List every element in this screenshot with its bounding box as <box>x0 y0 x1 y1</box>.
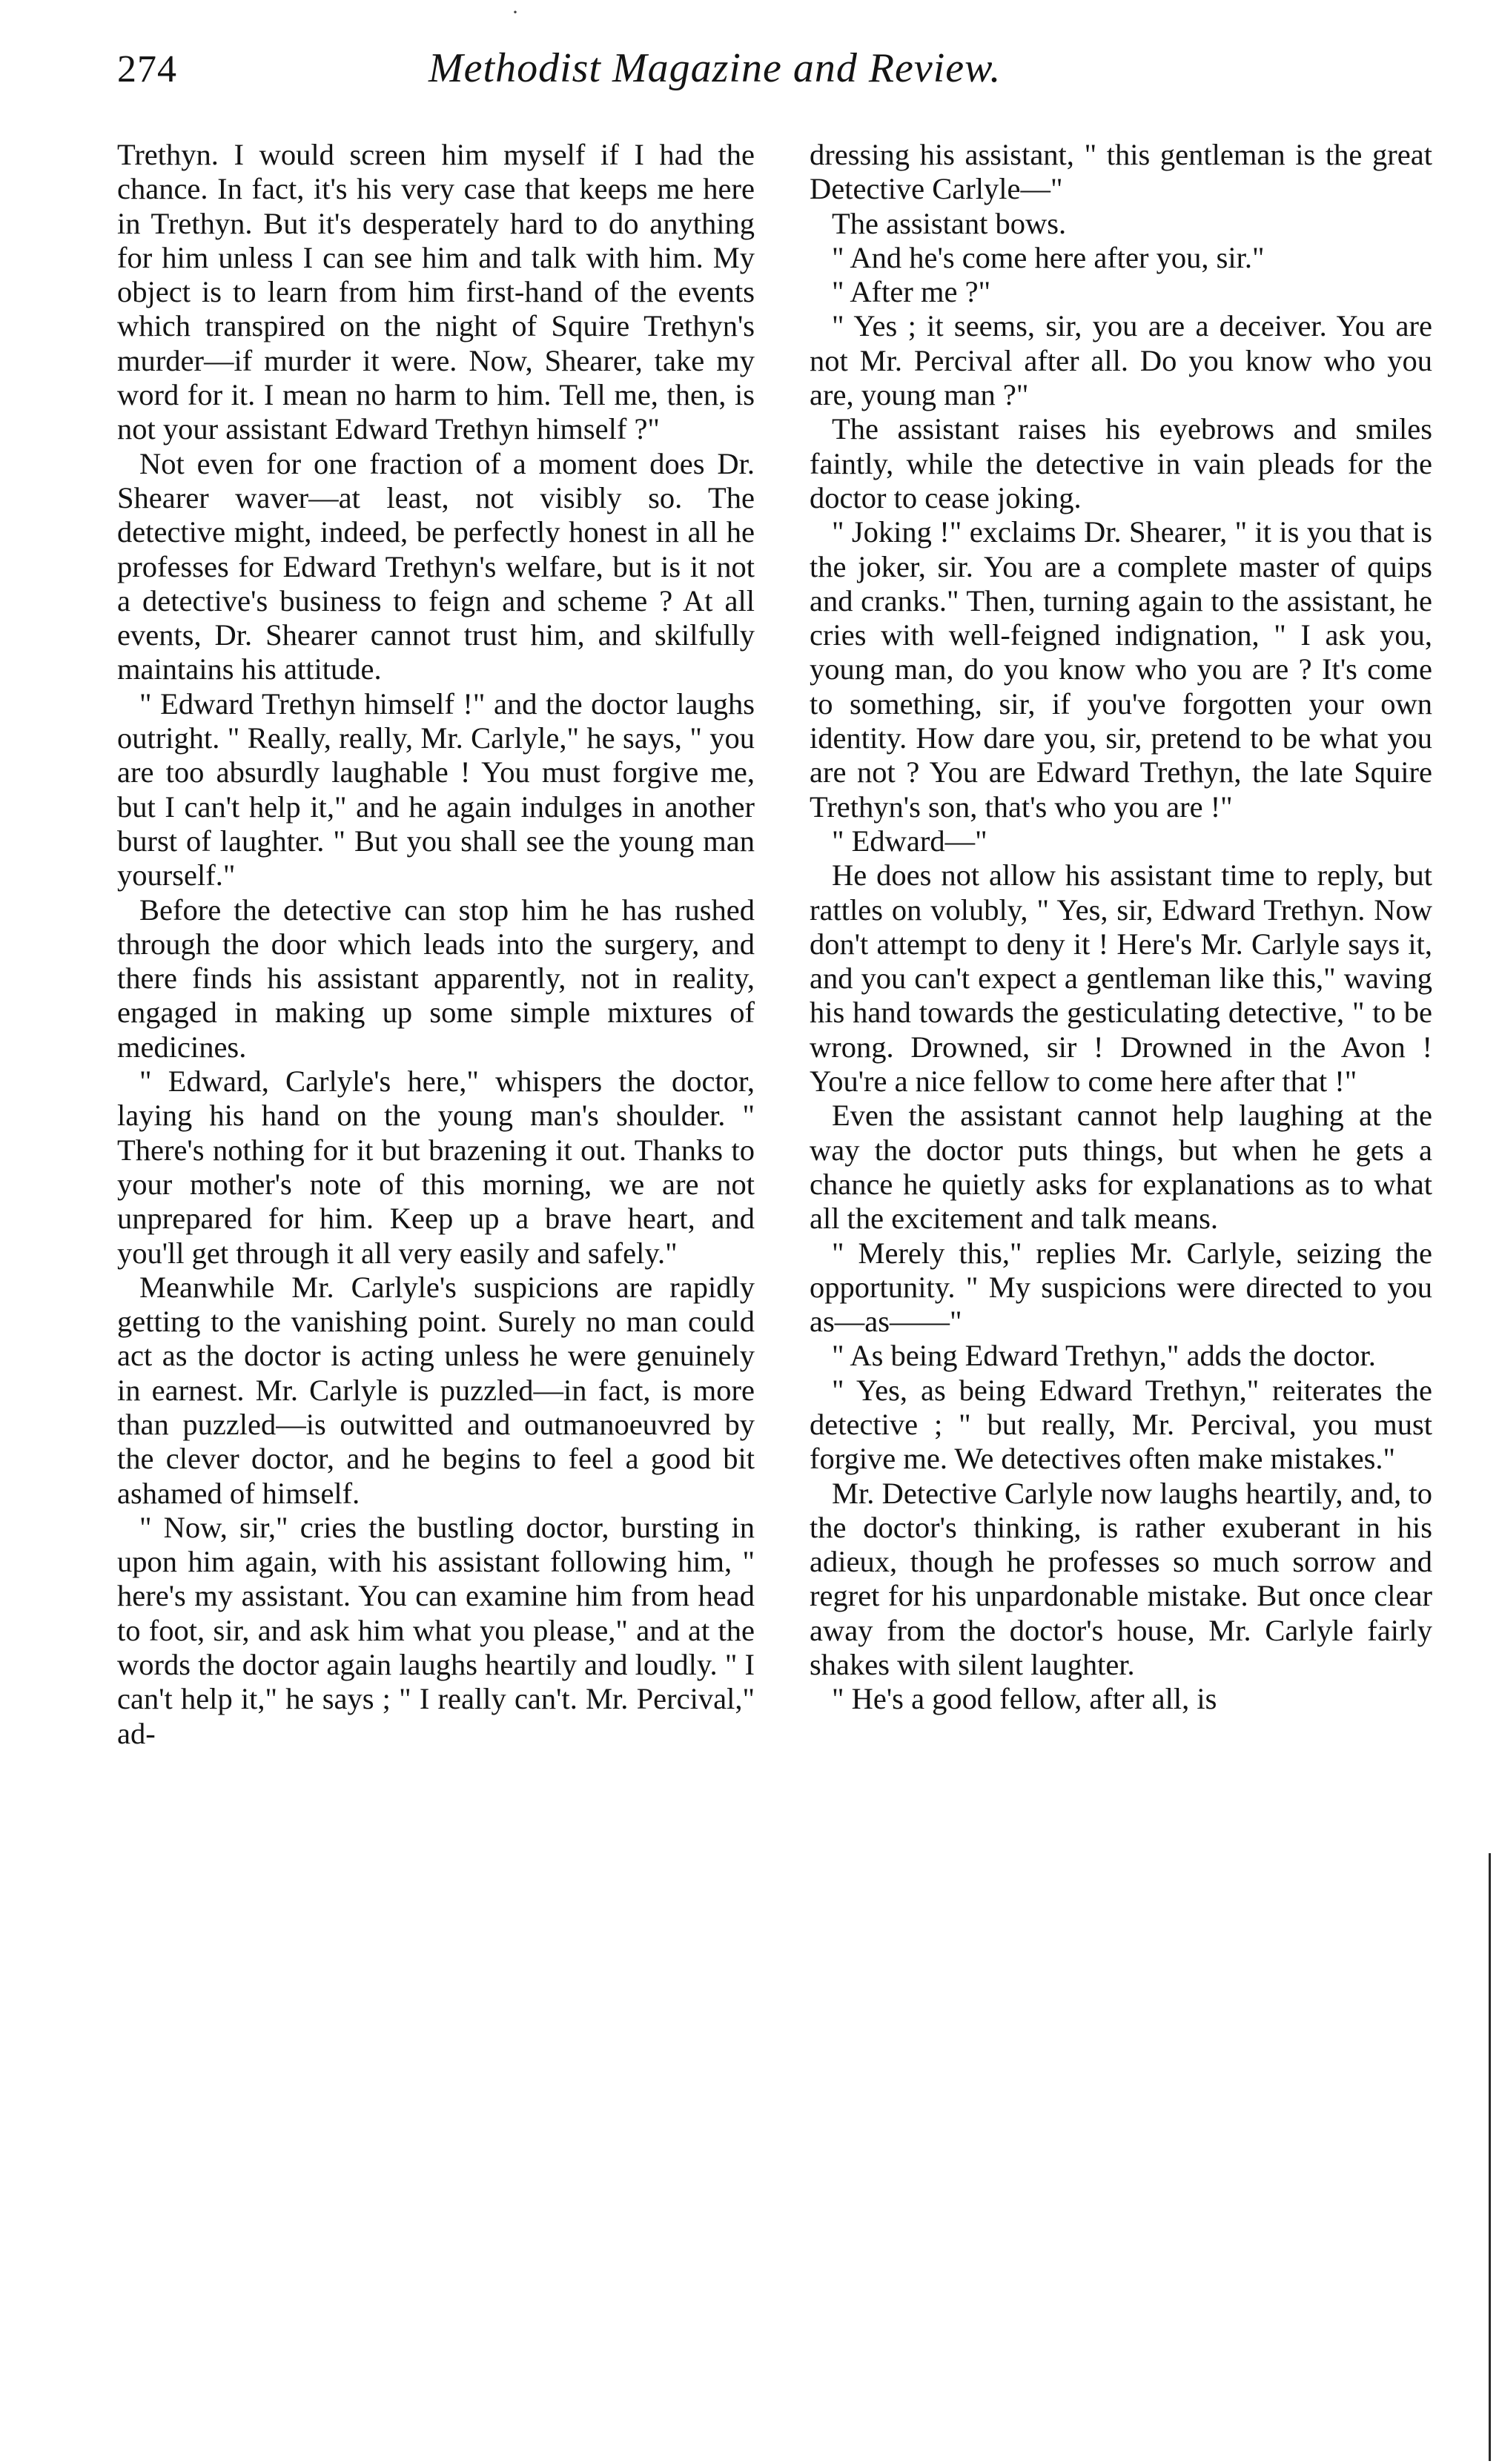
paragraph: " Edward, Carlyle's here," whispers the doctor, laying his hand on the young man's shoulder. " There's nothing for it but brazening it out. Thanks to your mother's note of this morning, we are not unprepared for him. Keep up a brave heart, and you'll get through it all very easily and safely." <box>117 1064 755 1270</box>
paragraph: " Joking !" exclaims Dr. Shearer, " it is you that is the joker, sir. You are a complete master of quips and cranks." Then, turning again to the assistant, he cries with well-feigned indignation, " I ask you, young man, do you know who you are ? It's come to something, sir, if you've forgotten your own identity. How dare you, sir, pretend to be what you are not ? You are Edward Trethyn, the late Squire Trethyn's son, that's who you are !" <box>810 515 1432 824</box>
paragraph: Mr. Detective Carlyle now laughs heartily, and, to the doctor's thinking, is rather exuberant in his adieux, though he professes so much sorrow and regret for his unpardonable mistake. But once clear away from the doctor's house, Mr. Carlyle fairly shakes with silent laughter. <box>810 1476 1432 1682</box>
paragraph: " After me ?" <box>832 275 991 309</box>
page-number: 274 <box>117 48 177 90</box>
paragraph: " Edward Trethyn himself !" and the doctor laughs outright. " Really, really, Mr. Carlyle," he says, " you are too absurdly laughable ! You must forgive me, but I can't help it," and he again indulges in another burst of laughter. " But you shall see the young man yourself." <box>117 686 755 892</box>
paragraph: dressing his assistant, " this gentleman is the great Detective Carlyle—" <box>810 138 1432 206</box>
paragraph: " Yes, as being Edward Trethyn," reiterates the detective ; " but really, Mr. Percival, you must forgive me. We detectives often make mistakes." <box>810 1373 1432 1476</box>
paragraph: " Merely this," replies Mr. Carlyle, seizing the opportunity. " My suspicions were directed to you as—as——" <box>810 1236 1432 1339</box>
paragraph: Even the assistant cannot help laughing at the way the doctor puts things, but when he gets a chance he quietly asks for explanations as to what all the excitement and talk means. <box>810 1099 1432 1236</box>
paragraph: Meanwhile Mr. Carlyle's suspicions are rapidly getting to the vanishing point. Surely no man could act as the doctor is acting unless he were genuinely in earnest. Mr. Carlyle is puzzled—in fact, is more than puzzled—is outwitted and outmanoeuvred by the clever doctor, and he begins to feel a good bit ashamed of himself. <box>117 1270 755 1510</box>
paragraph: " And he's come here after you, sir." <box>832 240 1265 274</box>
running-title: Methodist Magazine and Review. <box>428 45 1002 91</box>
paragraph: He does not allow his assistant time to reply, but rattles on volubly, " Yes, sir, Edward Trethyn. Now don't attempt to deny it ! Here's Mr. Carlyle says it, and you can't expect a gentleman like this," waving his hand towards the gesticulating detective, " to be wrong. Drowned, sir ! Drowned in the Avon ! You're a nice fellow to come here after that !" <box>810 858 1432 1099</box>
paragraph: Before the detective can stop him he has rushed through the door which leads into the surgery, and there finds his assistant apparently, not in reality, engaged in making up some simple mixtures of medicines. <box>117 892 755 1064</box>
right-column <box>810 138 1432 1717</box>
paragraph: " He's a good fellow, after all, is <box>832 1682 1217 1716</box>
paragraph: " As being Edward Trethyn," adds the doctor. <box>832 1339 1376 1373</box>
paragraph: Not even for one fraction of a moment does Dr. Shearer waver—at least, not visibly so. The detective might, indeed, be perfectly honest in all he professes for Edward Trethyn's welfare, but is it not a detective's business to feign and scheme ? At all events, Dr. Shearer cannot trust him, and skilfully maintains his attitude. <box>117 446 755 686</box>
paragraph: " Now, sir," cries the bustling doctor, bursting in upon him again, with his assistant following him, " here's my assistant. You can examine him from head to foot, sir, and ask him what you please," and at the words the doctor again laughs heartily and loudly. " I can't help it," he says ; " I really can't. Mr. Percival," ad- <box>117 1510 755 1750</box>
left-column <box>117 138 755 1751</box>
paragraph: Trethyn. I would screen him myself if I had the chance. In fact, it's his very case that keeps me here in Trethyn. But it's desperately hard to do anything for him unless I can see him and talk with him. My object is to learn from him first-hand of the events which transpired on the night of Squire Trethyn's murder—if murder it were. Now, Shearer, take my word for it. I mean no harm to him. Tell me, then, is not your assistant Edward Trethyn himself ?" <box>117 138 755 446</box>
page-header <box>117 39 1422 105</box>
margin-rule <box>1489 1853 1491 2461</box>
paragraph: The assistant bows. <box>832 206 1067 240</box>
paragraph: The assistant raises his eyebrows and smiles faintly, while the detective in vain pleads for the doctor to cease joking. <box>810 412 1432 514</box>
print-speck: · <box>512 0 519 24</box>
paragraph: " Edward—" <box>832 824 987 858</box>
paragraph: " Yes ; it seems, sir, you are a deceiver. You are not Mr. Percival after all. Do you know who you are, young man ?" <box>810 309 1432 412</box>
